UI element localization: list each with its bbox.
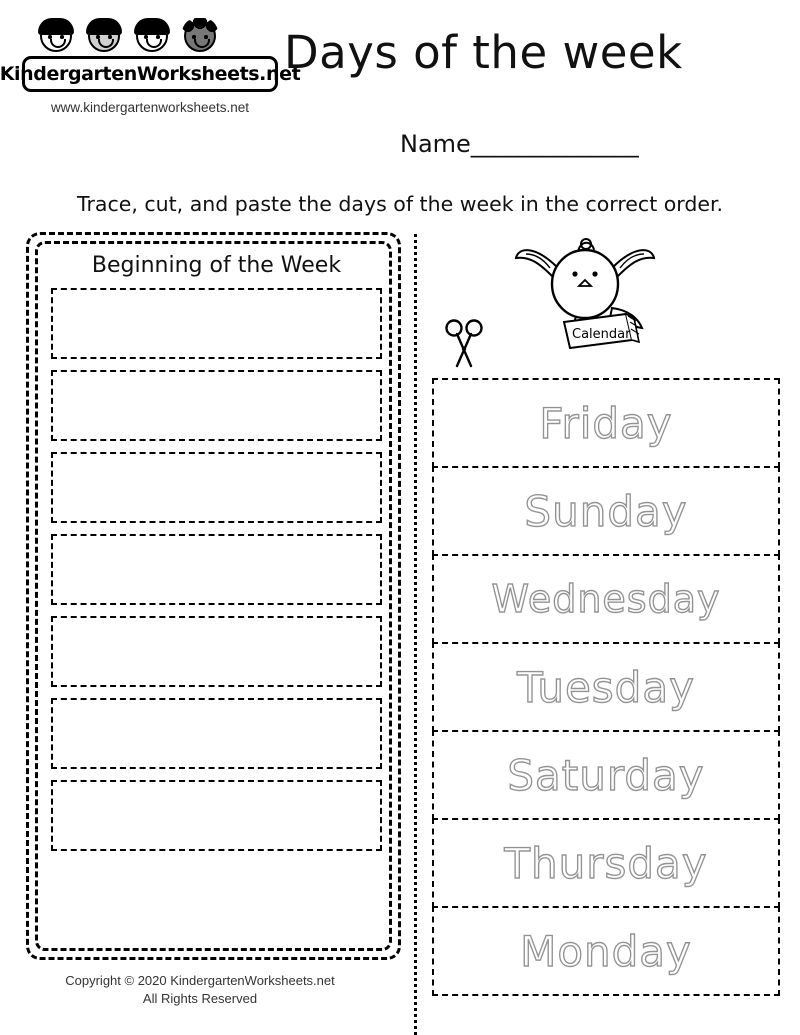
- paste-slot-list: [51, 288, 382, 862]
- paste-area-panel: [26, 232, 401, 960]
- calendar-label: Calendar: [572, 327, 631, 342]
- paste-slot[interactable]: [51, 370, 382, 441]
- paste-slot[interactable]: [51, 616, 382, 687]
- day-strip-sunday[interactable]: [432, 466, 780, 556]
- day-strip-wednesday[interactable]: [432, 554, 780, 644]
- copyright-text: Copyright © 2020 KindergartenWorksheets.net: [65, 973, 335, 988]
- logo-banner: [0, 56, 301, 92]
- paste-area-heading: Beginning of the Week: [91, 253, 342, 278]
- trace-word: Saturday: [507, 750, 705, 800]
- day-strip-friday[interactable]: [432, 378, 780, 468]
- trace-word: Thursday: [504, 838, 708, 888]
- day-strip-saturday[interactable]: [432, 730, 780, 820]
- cut-line-divider: [414, 234, 417, 1035]
- trace-word: Monday: [520, 926, 692, 976]
- paste-slot[interactable]: [51, 452, 382, 523]
- trace-word: Wednesday: [491, 577, 721, 621]
- site-url: www.kindergartenworksheets.net: [50, 100, 250, 115]
- paste-slot[interactable]: [51, 288, 382, 359]
- footer: [0, 972, 400, 1007]
- bird-icon: [500, 222, 680, 362]
- paste-slot[interactable]: [51, 698, 382, 769]
- paste-slot[interactable]: [51, 534, 382, 605]
- instructions-text: Trace, cut, and paste the days of the week in the correct order.: [76, 192, 724, 216]
- day-strip-list: [432, 378, 780, 994]
- worksheet-header: [0, 0, 800, 175]
- trace-word: Friday: [539, 398, 673, 448]
- page-title: Days of the week: [284, 26, 683, 79]
- scissors-icon: [444, 318, 484, 374]
- rights-text: All Rights Reserved: [142, 990, 258, 1006]
- day-strip-tuesday[interactable]: [432, 642, 780, 732]
- paste-slot[interactable]: [51, 780, 382, 851]
- name-field-label[interactable]: Name______________: [400, 130, 639, 158]
- trace-word: Sunday: [524, 486, 688, 536]
- logo-text: KindergartenWorksheets.net: [0, 63, 301, 85]
- day-strip-thursday[interactable]: [432, 818, 780, 908]
- site-logo[interactable]: [0, 18, 301, 115]
- trace-word: Tuesday: [517, 662, 695, 712]
- day-strip-monday[interactable]: [432, 906, 780, 996]
